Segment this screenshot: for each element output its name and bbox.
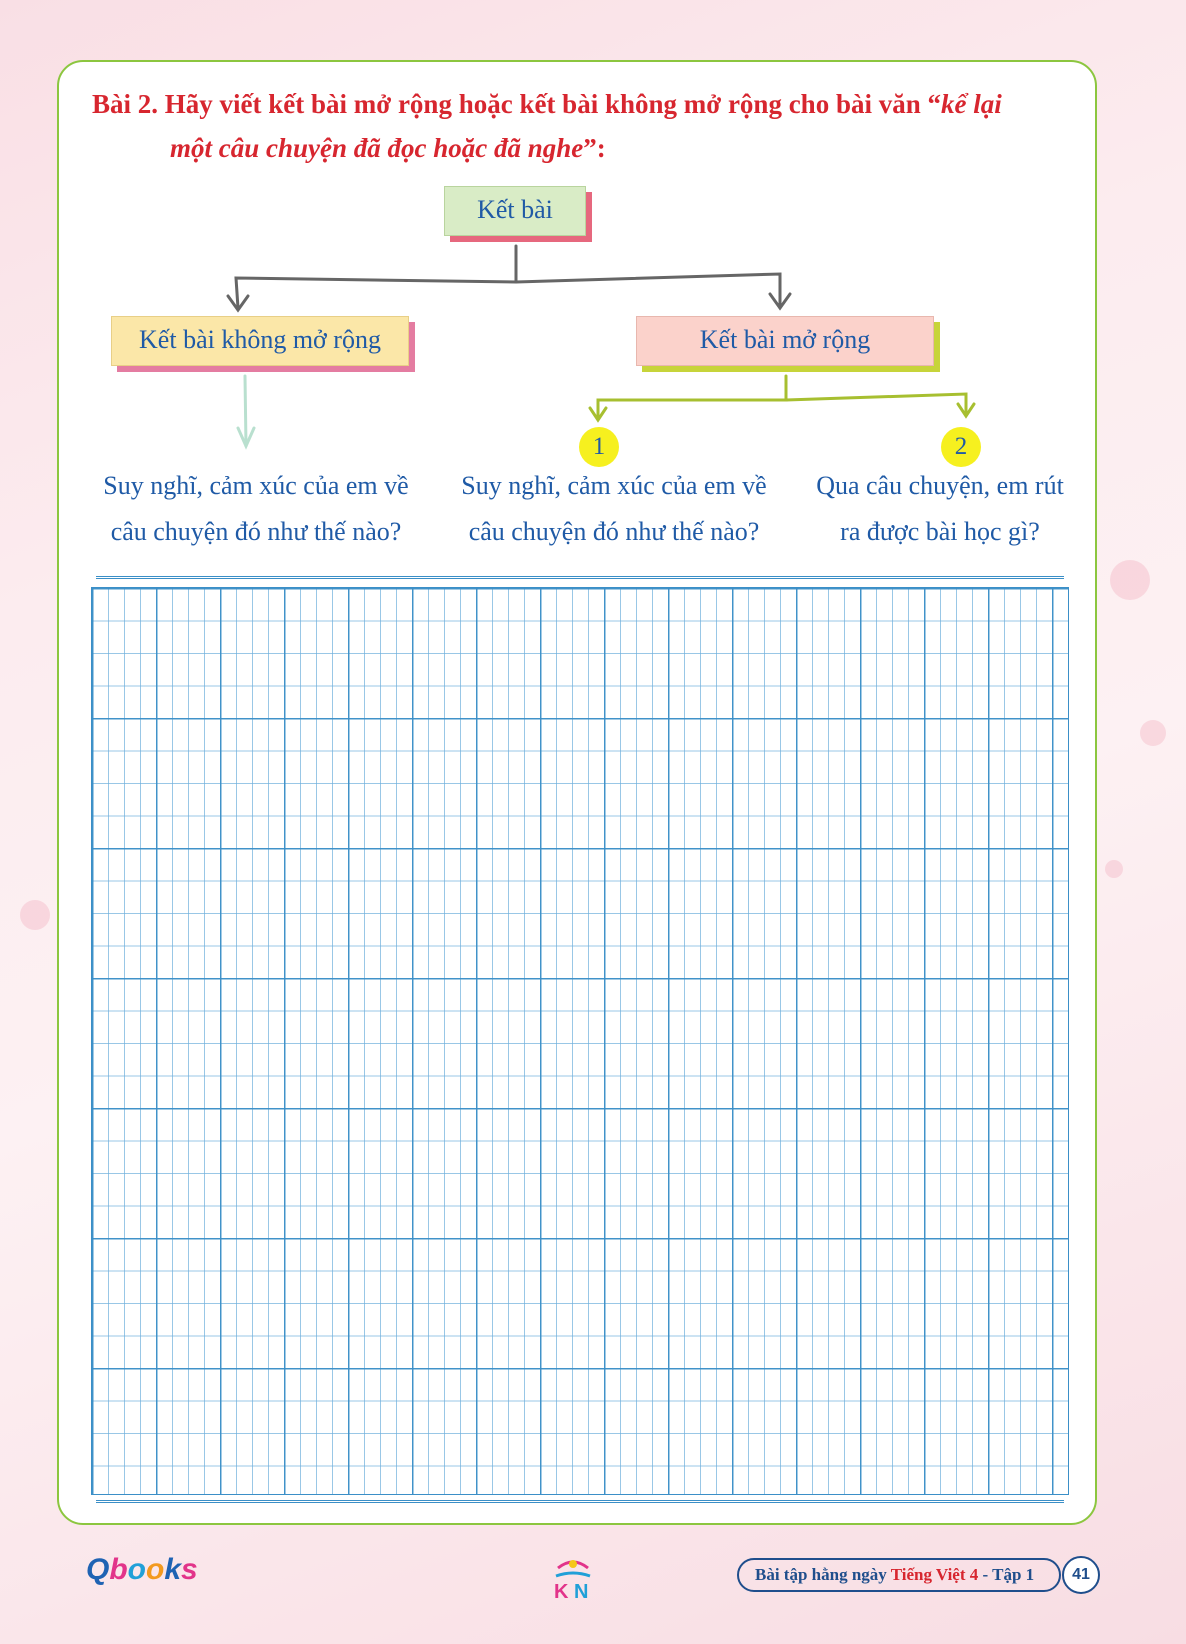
svg-text:N: N [574,1581,589,1600]
writing-grid[interactable] [91,587,1069,1495]
bg-splash [20,900,50,930]
grid-bottom-rule [96,1500,1064,1503]
question-middle-line2: câu chuyện đó như thế nào? [468,517,760,546]
exercise-closing: ”: [583,133,606,163]
svg-text:K: K [554,1581,569,1600]
bg-splash [1140,720,1166,746]
right-connector [516,274,780,306]
exercise-prompt: Hãy viết kết bài mở rộng hoặc kết bài không mở rộng cho bài văn “ [164,89,941,119]
grid-top-rule [96,576,1064,579]
diagram-left-box: Kết bài không mở rộng [111,316,409,366]
badge-1: 1 [579,427,619,467]
book-title: Bài tập hằng ngày [755,1565,891,1584]
badge-2: 2 [941,427,981,467]
question-right-line1: Qua câu chuyện, em rút [816,471,1064,500]
left-connector [236,278,516,308]
page-number: 41 [1062,1556,1100,1594]
exercise-quote-part1: kể lại [940,89,1002,119]
book-volume: - Tập 1 [978,1565,1035,1584]
question-middle [434,463,794,555]
question-left [76,463,436,555]
question-right-line2: ra được bài học gì? [840,517,1040,546]
question-left-line1: Suy nghĩ, cảm xúc của em về [103,471,409,500]
bg-splash [1105,860,1123,878]
question-left-line2: câu chuyện đó như thế nào? [110,517,402,546]
exercise-quote-part2: một câu chuyện đã đọc hoặc đã nghe [170,133,584,163]
kn-logo-icon [548,1554,598,1600]
diagram-root-box: Kết bài [444,186,586,236]
publisher-logo: Qbooks [86,1553,198,1586]
diagram-right-box: Kết bài mở rộng [636,316,934,366]
exercise-label: Bài 2. [92,89,159,119]
right-sub-connector [598,376,786,418]
book-subject: Tiếng Việt 4 [890,1565,979,1584]
left-sub-connector [245,376,246,446]
question-middle-line1: Suy nghĩ, cảm xúc của em về [461,471,767,500]
right-sub-connector-2 [786,394,966,414]
book-title-pill [737,1558,1061,1592]
question-right [760,463,1120,555]
